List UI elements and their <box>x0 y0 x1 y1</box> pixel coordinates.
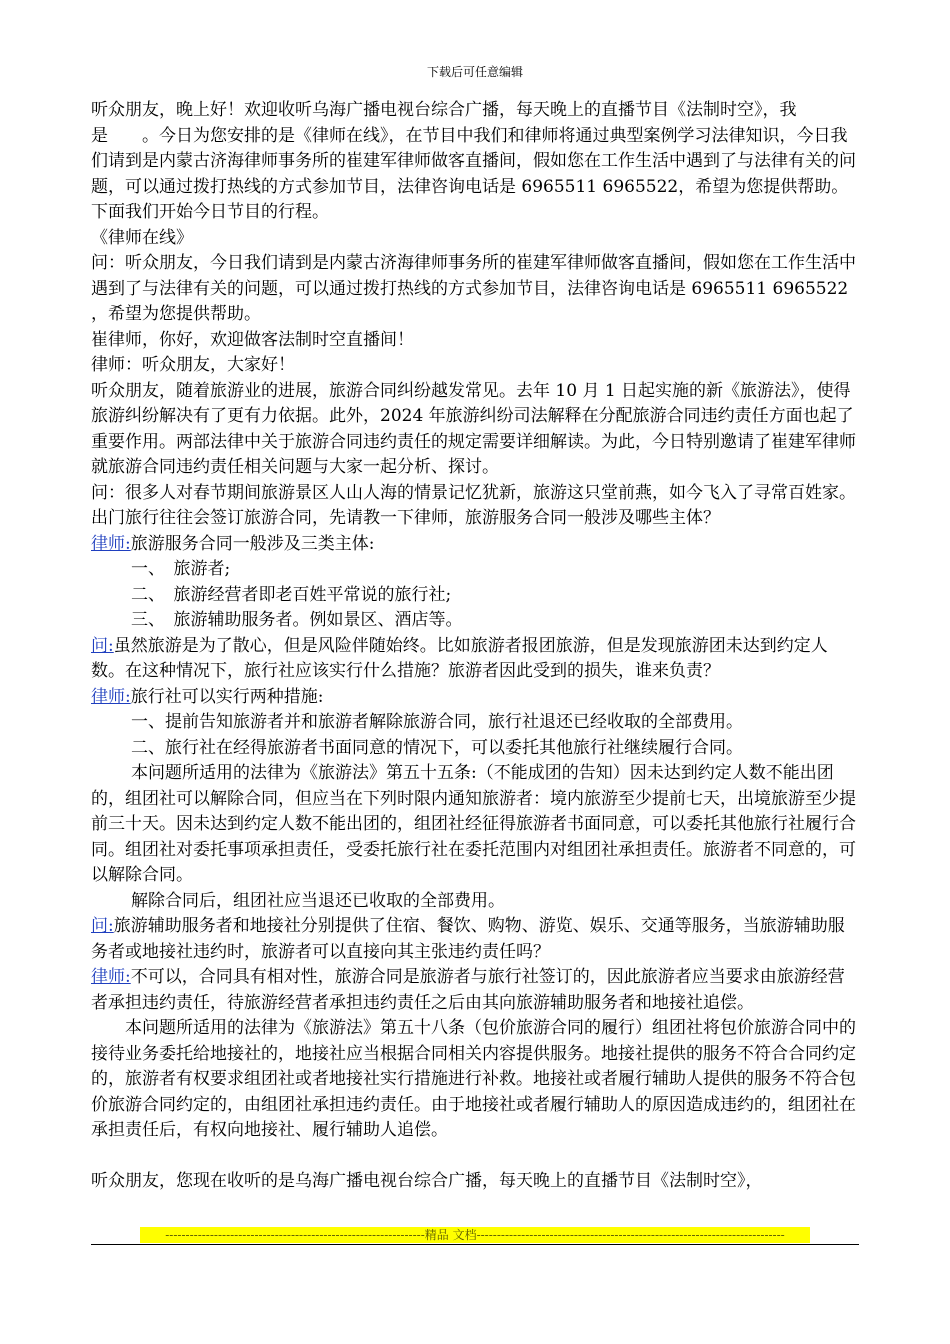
closing-paragraph: 听众朋友，您现在收听的是乌海广播电视台综合广播，每天晚上的直播节目《法制时空》， <box>91 1170 763 1191</box>
speaker-label: 问: <box>91 916 114 936</box>
list-item <box>91 557 859 583</box>
list-text: 旅游经营者即老百姓平常说的旅行社; <box>173 584 452 605</box>
question-paragraph <box>91 914 859 965</box>
question-paragraph: 问：很多人对春节期间旅游景区人山人海的情景记忆犹新，旅游这只堂前燕，如今飞入了寻常百姓家。出门旅行往往会签订旅游合同，先请教一下律师，旅游服务合同一般涉及哪些主体？ <box>91 482 856 528</box>
question-text: 旅游辅助服务者和地接社分别提供了住宿、餐饮、购物、游览、娱乐、交通等服务，当旅游辅助服务者或地接社违约时，旅游者可以直接向其主张违约责任吗？ <box>91 916 845 962</box>
speaker-label: 律师: <box>91 686 131 707</box>
speaker-label: 律师: <box>91 533 131 554</box>
list-number: 三、 <box>131 610 157 630</box>
question-paragraph <box>91 634 859 685</box>
measure-item: 二、旅行社在经得旅游者书面同意的情况下，可以委托其他旅行社继续履行合同。 <box>131 737 743 758</box>
answer-paragraph <box>91 532 859 558</box>
program-title: 《律师在线》 <box>91 227 193 248</box>
answer-text: 不可以，合同具有相对性，旅游合同是旅游者与旅行社签订的，因此旅游者应当要求由旅游经营者承担违约责任，待旅游经营者承担违约责任之后由其向旅游辅助服务者和地接社追偿。 <box>91 967 845 1013</box>
paragraph-spacer <box>91 1144 859 1169</box>
welcome-line: 崔律师，你好，欢迎做客法制时空直播间！ <box>91 329 414 350</box>
page-header: 下载后可任意编辑 <box>426 65 523 79</box>
document-body <box>91 98 859 1194</box>
answer-text: 旅行社可以实行两种措施: <box>130 686 324 707</box>
list-number: 二、 <box>131 584 157 605</box>
intro-paragraph: 听众朋友，晚上好！欢迎收听乌海广播电视台综合广播，每天晚上的直播节目《法制时空》，我是 。今日为您安排的是《律师在线》，在节目中我们和律师将通过典型案例学习法律知识，今日我们请到是内蒙古济海律师事务所的崔建军律师做客直播间，假如您在工作生活中遇到了与法律有关的问题，可以通过拨打热线的方式参加节目，法律咨询电话是 6965511 6965522，希望为您提供帮助。下面我们开始今日节目的行程。 <box>91 100 856 222</box>
question-text: 虽然旅游是为了散心，但是风险伴随始终。比如旅游者报团旅游，但是发现旅游团未达到约定人数。在这种情况下，旅行社应该实行什么措施？旅游者因此受到的损失，谁来负责？ <box>91 635 828 681</box>
list-item <box>91 583 859 609</box>
law-paragraph: 本问题所适用的法律为《旅游法》第五十五条:（不能成团的告知）因未达到约定人数不能出团的，组团社可以解除合同，但应当在下列时限内通知旅游者：境内旅游至少提前七天，出境旅游至少提前三十天。因未达到约定人数不能出团的，组团社经征得旅游者书面同意，可以委托其他旅行社履行合同。组团社对委托事项承担责任，受委托旅行社在委托范围内对组团社承担责任。旅游者不同意的，可以解除合同。 <box>91 763 856 885</box>
list-item <box>91 608 859 634</box>
law-paragraph: 解除合同后，组团社应当退还已收取的全部费用。 <box>131 890 505 911</box>
answer-paragraph <box>91 685 859 711</box>
answer-text: 旅游服务合同一般涉及三类主体: <box>130 533 375 554</box>
topic-paragraph: 听众朋友，随着旅游业的进展，旅游合同纠纷越发常见。去年 10 月 1 日起实施的新《旅游法》，使得旅游纠纷解决有了更有力依据。此外，2024 年旅游纠纷司法解释在分配旅游合同违约责任方面也起了重要作用。两部法律中关于旅游合同违约责任的规定需要详细解读。为此，今日特别邀请了崔建军律师就旅游合同违约责任相关问题与大家一起分析、探讨。 <box>91 380 856 477</box>
footer-watermark: ----------------------------------------------------------------精品 文档---------------------------------------------------------------------------- <box>140 1227 810 1243</box>
footer-divider <box>91 1244 859 1245</box>
measure-item: 一、提前告知旅游者并和旅游者解除旅游合同，旅行社退还已经收取的全部费用。 <box>131 712 743 732</box>
law-paragraph: 本问题所适用的法律为《旅游法》第五十八条（包价旅游合同的履行）组团社将包价旅游合同中的接待业务委托给地接社的，地接社应当根据合同相关内容提供服务。地接社提供的服务不符合合同约定的，旅游者有权要求组团社或者地接社实行措施进行补救。地接社或者履行辅助人提供的服务不符合包价旅游合同约定的，由组团社承担违约责任。由于地接社或者履行辅助人的原因造成违约的，组团社在承担责任后，有权向地接社、履行辅助人追偿。 <box>91 1018 856 1140</box>
speaker-label: 问: <box>91 635 114 656</box>
list-number: 一、 <box>131 559 157 579</box>
speaker-label: 律师: <box>91 967 131 987</box>
answer-paragraph <box>91 965 859 1016</box>
list-text: 旅游者; <box>173 559 231 579</box>
lawyer-greeting: 律师：听众朋友，大家好！ <box>91 355 295 375</box>
list-text: 旅游辅助服务者。例如景区、酒店等。 <box>173 610 463 630</box>
host-question-paragraph: 问：听众朋友，今日我们请到是内蒙古济海律师事务所的崔建军律师做客直播间，假如您在工作生活中遇到了与法律有关的问题，可以通过拨打热线的方式参加节目，法律咨询电话是 6965511 6965522 ，希望为您提供帮助。 <box>91 253 856 324</box>
